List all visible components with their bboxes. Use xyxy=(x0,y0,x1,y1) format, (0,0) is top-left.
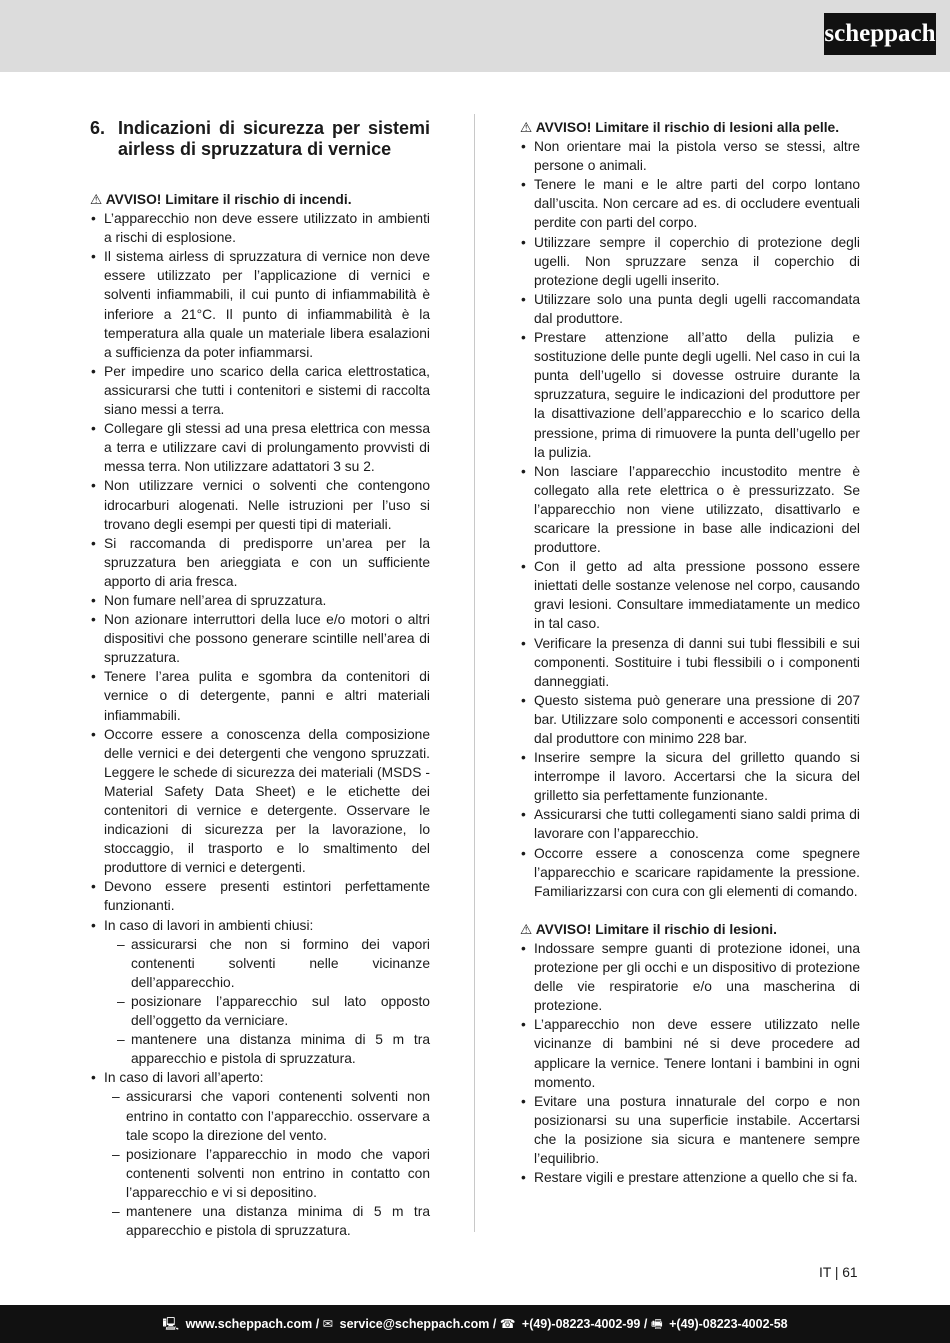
list-item: • Collegare gli stessi ad una presa elettrica con messa a terra e utilizzare cavi di prolungamento provvisti di messa terra. Non utilizzare adattatori 3 su 2. xyxy=(90,419,430,476)
list-item: • Inserire sempre la sicura del grilletto quando si interrompe il lavoro. Accertarsi che la sicura del grilletto sia perfettamente funzionante. xyxy=(520,748,860,805)
phone-icon: ☎ xyxy=(499,1317,516,1331)
indoor-label: In caso di lavori in ambienti chiusi: xyxy=(104,917,314,933)
list-item: • Questo sistema può generare una pressione di 207 bar. Utilizzare solo componenti e accessori consentiti dal produttore con minimo 228 bar. xyxy=(520,691,860,748)
list-item-indoor xyxy=(90,916,430,1069)
header-bar xyxy=(0,0,950,72)
page-number: IT | 61 xyxy=(819,1265,858,1280)
list-item: • Indossare sempre guanti di protezione idonei, una protezione per gli occhi e un dispositivo di protezione delle vie respiratorie e/o una mascherina di protezione. xyxy=(520,939,860,1015)
sub-list-item: – posizionare l’apparecchio in modo che vapori contenenti solventi non entrino in contatto con l’apparecchio e vi si depositino. xyxy=(126,1145,430,1202)
fire-safety-list xyxy=(90,209,430,1240)
sub-list-item: – assicurarsi che vapori contenenti solventi non entrino in contatto con l’apparecchio. osservare a tale scopo la direzione del vento. xyxy=(126,1087,430,1144)
list-item: • Non orientare mai la pistola verso se stessi, altre persone o animali. xyxy=(520,137,860,175)
outdoor-label: In caso di lavori all’aperto: xyxy=(104,1070,264,1086)
warning-fire-heading: ⚠ AVVISO! Limitare il rischio di incendi. xyxy=(90,192,352,207)
sub-list-item: – assicurarsi che non si formino dei vapori contenenti solventi nelle vicinanze dell’apparecchio. xyxy=(131,935,430,992)
list-item: • Utilizzare sempre il coperchio di protezione degli ugelli. Non spruzzare senza il coperchio di protezione degli ugelli inserito. xyxy=(520,233,860,290)
fax-icon: 🖷 xyxy=(650,1317,663,1331)
list-item: • Per impedire uno scarico della carica elettrostatica, assicurarsi che tutti i contenitori e sistemi di raccolta siano messi a terra. xyxy=(90,362,430,419)
list-item: • Occorre essere a conoscenza come spegnere l’apparecchio e scaricare rapidamente la pressione. Familiarizzarsi con cura con gli elementi di comando. xyxy=(520,844,860,901)
list-item: • Utilizzare solo una punta degli ugelli raccomandata dal produttore. xyxy=(520,290,860,328)
footer-bar xyxy=(0,1305,950,1343)
list-item-outdoor xyxy=(90,1068,430,1240)
left-column xyxy=(90,118,430,1240)
list-item: • Evitare una postura innaturale del corpo e non posizionarsi su una superficie instabile. Accertarsi che la posizione sia sicura e mantenere sempre l’equilibrio. xyxy=(520,1092,860,1168)
warning-skin-heading: ⚠ AVVISO! Limitare il rischio di lesioni alla pelle. xyxy=(520,120,840,135)
list-item: • Con il getto ad alta pressione possono essere iniettati delle sostanze velenose nel corpo, causando gravi lesioni. Consultare immediatamente un medico in tal caso. xyxy=(520,557,860,633)
section-title xyxy=(90,118,430,160)
indoor-sublist xyxy=(131,935,430,1069)
list-item: • Restare vigili e prestare attenzione a quello che si fa. xyxy=(520,1168,860,1187)
section-number: 6. xyxy=(90,118,106,138)
list-item: • L’apparecchio non deve essere utilizzato nelle vicinanze di bambini né si deve procedere ad applicare la vernice. Tenere lontani i bambini in ogni momento. xyxy=(520,1015,860,1091)
list-item: • Non azionare interruttori della luce e/o motori o altri dispositivi che possono generare scintille nell’area di spruzzatura. xyxy=(90,610,430,667)
mail-icon: ✉ xyxy=(322,1317,334,1331)
column-divider xyxy=(474,114,475,1232)
list-item: • Prestare attenzione all’atto della pulizia e sostituzione delle punte degli ugelli. Nel caso in cui la punta dell’ugello si dovesse ostruire durante la spruzzatura, seguire le indicazioni del produttore per la disattivazione dell’apparecchio e lo scarico della pressione, prima di rimuovere la punta dell’ugello per la pulizia. xyxy=(520,328,860,462)
section-title-text: Indicazioni di sicurezza per sistemi airless di spruzzatura di vernice xyxy=(118,118,430,159)
right-column xyxy=(520,118,860,1187)
list-item: • Si raccomanda di predisporre un’area per la spruzzatura ben arieggiata e con un sufficiente apporto di aria fresca. xyxy=(90,534,430,591)
list-item: • Assicurarsi che tutti collegamenti siano saldi prima di lavorare con l’apparecchio. xyxy=(520,805,860,843)
list-item: • Il sistema airless di spruzzatura di vernice non deve essere utilizzato per l’applicazione di vernici e solventi infiammabili, il cui punto di infiammabilità è inferiore a 21°C. Il punto di infiammabilità è la temperatura alla quale un materiale libera esalazioni a sufficienza da poter infiammarsi. xyxy=(90,247,430,362)
list-item: • Tenere le mani e le altre parti del corpo lontano dall’uscita. Non cercare ad es. di occludere eventuali perdite con parti del corpo. xyxy=(520,175,860,232)
scheppach-logo: scheppach xyxy=(824,13,936,55)
footer-email[interactable]: service@scheppach.com / xyxy=(339,1317,497,1331)
list-item: • Tenere l’area pulita e sgombra da contenitori di vernice o di detergente, panni e altri materiali infiammabili. xyxy=(90,667,430,724)
computer-icon: 🖳 xyxy=(162,1317,180,1331)
list-item: • Non lasciare l’apparecchio incustodito mentre è collegato alla rete elettrica o è pressurizzato. Se l’apparecchio non viene utilizzato, disattivarlo e scaricare la pressione in base alle indicazioni del produttore. xyxy=(520,462,860,557)
list-item: • Devono essere presenti estintori perfettamente funzionanti. xyxy=(90,877,430,915)
outdoor-sublist xyxy=(126,1087,430,1240)
sub-list-item: – mantenere una distanza minima di 5 m tra apparecchio e pistola di spruzzatura. xyxy=(131,1030,430,1068)
list-item: • Non utilizzare vernici o solventi che contengono idrocarburi alogenati. Nelle istruzioni per l’uso si trovano degli esempi per questi tipi di materiali. xyxy=(90,476,430,533)
footer-website[interactable]: www.scheppach.com / xyxy=(185,1317,320,1331)
list-item: • Verificare la presenza di danni sui tubi flessibili e sui componenti. Sostituire i tubi flessibili o i componenti danneggiati. xyxy=(520,634,860,691)
list-item: • Non fumare nell’area di spruzzatura. xyxy=(90,591,430,610)
list-item: • L’apparecchio non deve essere utilizzato in ambienti a rischi di esplosione. xyxy=(90,209,430,247)
injury-safety-list xyxy=(520,939,860,1187)
sub-list-item: – mantenere una distanza minima di 5 m tra apparecchio e pistola di spruzzatura. xyxy=(126,1202,430,1240)
warning-injury-heading: ⚠ AVVISO! Limitare il rischio di lesioni. xyxy=(520,921,777,937)
list-item: • Occorre essere a conoscenza della composizione delle vernici e dei detergenti che vengono spruzzati. Leggere le schede di sicurezza dei materiali (MSDS - Material Safety Data Sheet) e le etichette dei contenitori di vernice e detergente. Osservare le indicazioni di sicurezza per la lavorazione, lo stoccaggio, il trasporto e lo smaltimento del produttore di vernici e detergenti. xyxy=(90,725,430,878)
skin-safety-list xyxy=(520,137,860,901)
sub-list-item: – posizionare l’apparecchio sul lato opposto dell’oggetto da verniciare. xyxy=(131,992,430,1030)
footer-phone: +(49)-08223-4002-99 / xyxy=(521,1317,648,1331)
footer-fax: +(49)-08223-4002-58 xyxy=(669,1317,788,1331)
